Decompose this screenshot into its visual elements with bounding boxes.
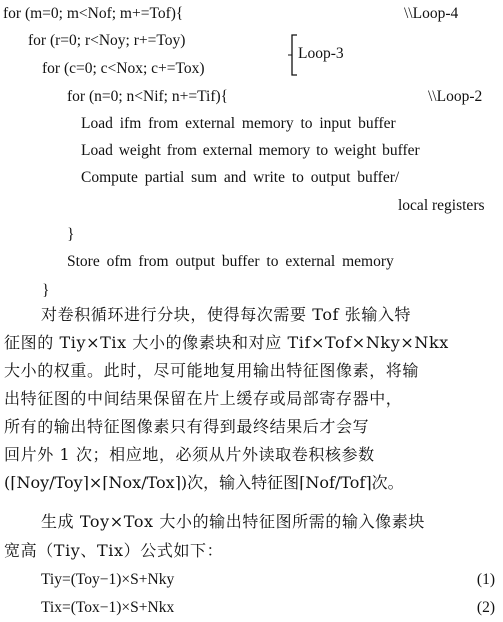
code-line-load-weight: Load weight from external memory to weight buffer xyxy=(81,142,420,159)
equation-2-number: (2) xyxy=(476,599,495,616)
paragraph1-line: 对卷积循环进行分块，使得每次需要 Tof 张输入特 xyxy=(41,305,412,324)
comment-loop2: \\Loop-2 xyxy=(428,88,483,105)
paragraph1-line: (⌈Noy/Toy⌉×⌈Nox/Tox⌉)次，输入特征图⌈Nof/Tof⌉次。 xyxy=(4,473,404,492)
loop3-label: Loop-3 xyxy=(298,45,344,62)
paragraph1-line: 征图的 Tiy×Tix 大小的像素块和对应 Tif×Tof×Nky×Nkx xyxy=(4,333,449,352)
equation-1: Tiy=(Toy−1)×S+Nky xyxy=(41,571,175,588)
code-line-loop4: for (m=0; m<Nof; m+=Tof){ xyxy=(3,5,184,22)
code-line-compute: Compute partial sum and write to output buffer/ xyxy=(81,169,400,186)
code-line-loop3-r: for (r=0; r<Noy; r+=Toy) xyxy=(28,32,186,49)
equation-2: Tix=(Tox−1)×S+Nkx xyxy=(41,599,175,616)
paragraph1-line: 所有的输出特征图像素只有得到最终结果后才会写 xyxy=(4,417,370,436)
paragraph2-line: 生成 Toy×Tox 大小的输出特征图所需的输入像素块 xyxy=(41,512,425,531)
comment-loop4: \\Loop-4 xyxy=(404,5,459,22)
code-line-loop3-c: for (c=0; c<Nox; c+=Tox) xyxy=(42,60,205,77)
code-line-load-ifm: Load ifm from external memory to input buffer xyxy=(81,115,396,132)
code-close-inner: } xyxy=(67,226,75,243)
code-line-loop2: for (n=0; n<Nif; n+=Tif){ xyxy=(67,88,229,105)
paragraph1-line: 出特征图的中间结果保留在片上缓存或局部寄存器中， xyxy=(4,389,403,408)
paragraph1-line: 回片外 1 次；相应地，必须从片外读取卷积核参数 xyxy=(4,445,375,464)
code-close-outer: } xyxy=(42,282,50,299)
paragraph1-line: 大小的权重。此时，尽可能地复用输出特征图像素，将输 xyxy=(4,361,420,380)
equation-1-number: (1) xyxy=(476,571,495,588)
code-line-store-ofm: Store ofm from output buffer to external memory xyxy=(67,253,394,270)
code-line-local-registers: local registers xyxy=(398,197,485,214)
paragraph2-line: 宽高（Tiy、Tix）公式如下： xyxy=(4,541,224,560)
